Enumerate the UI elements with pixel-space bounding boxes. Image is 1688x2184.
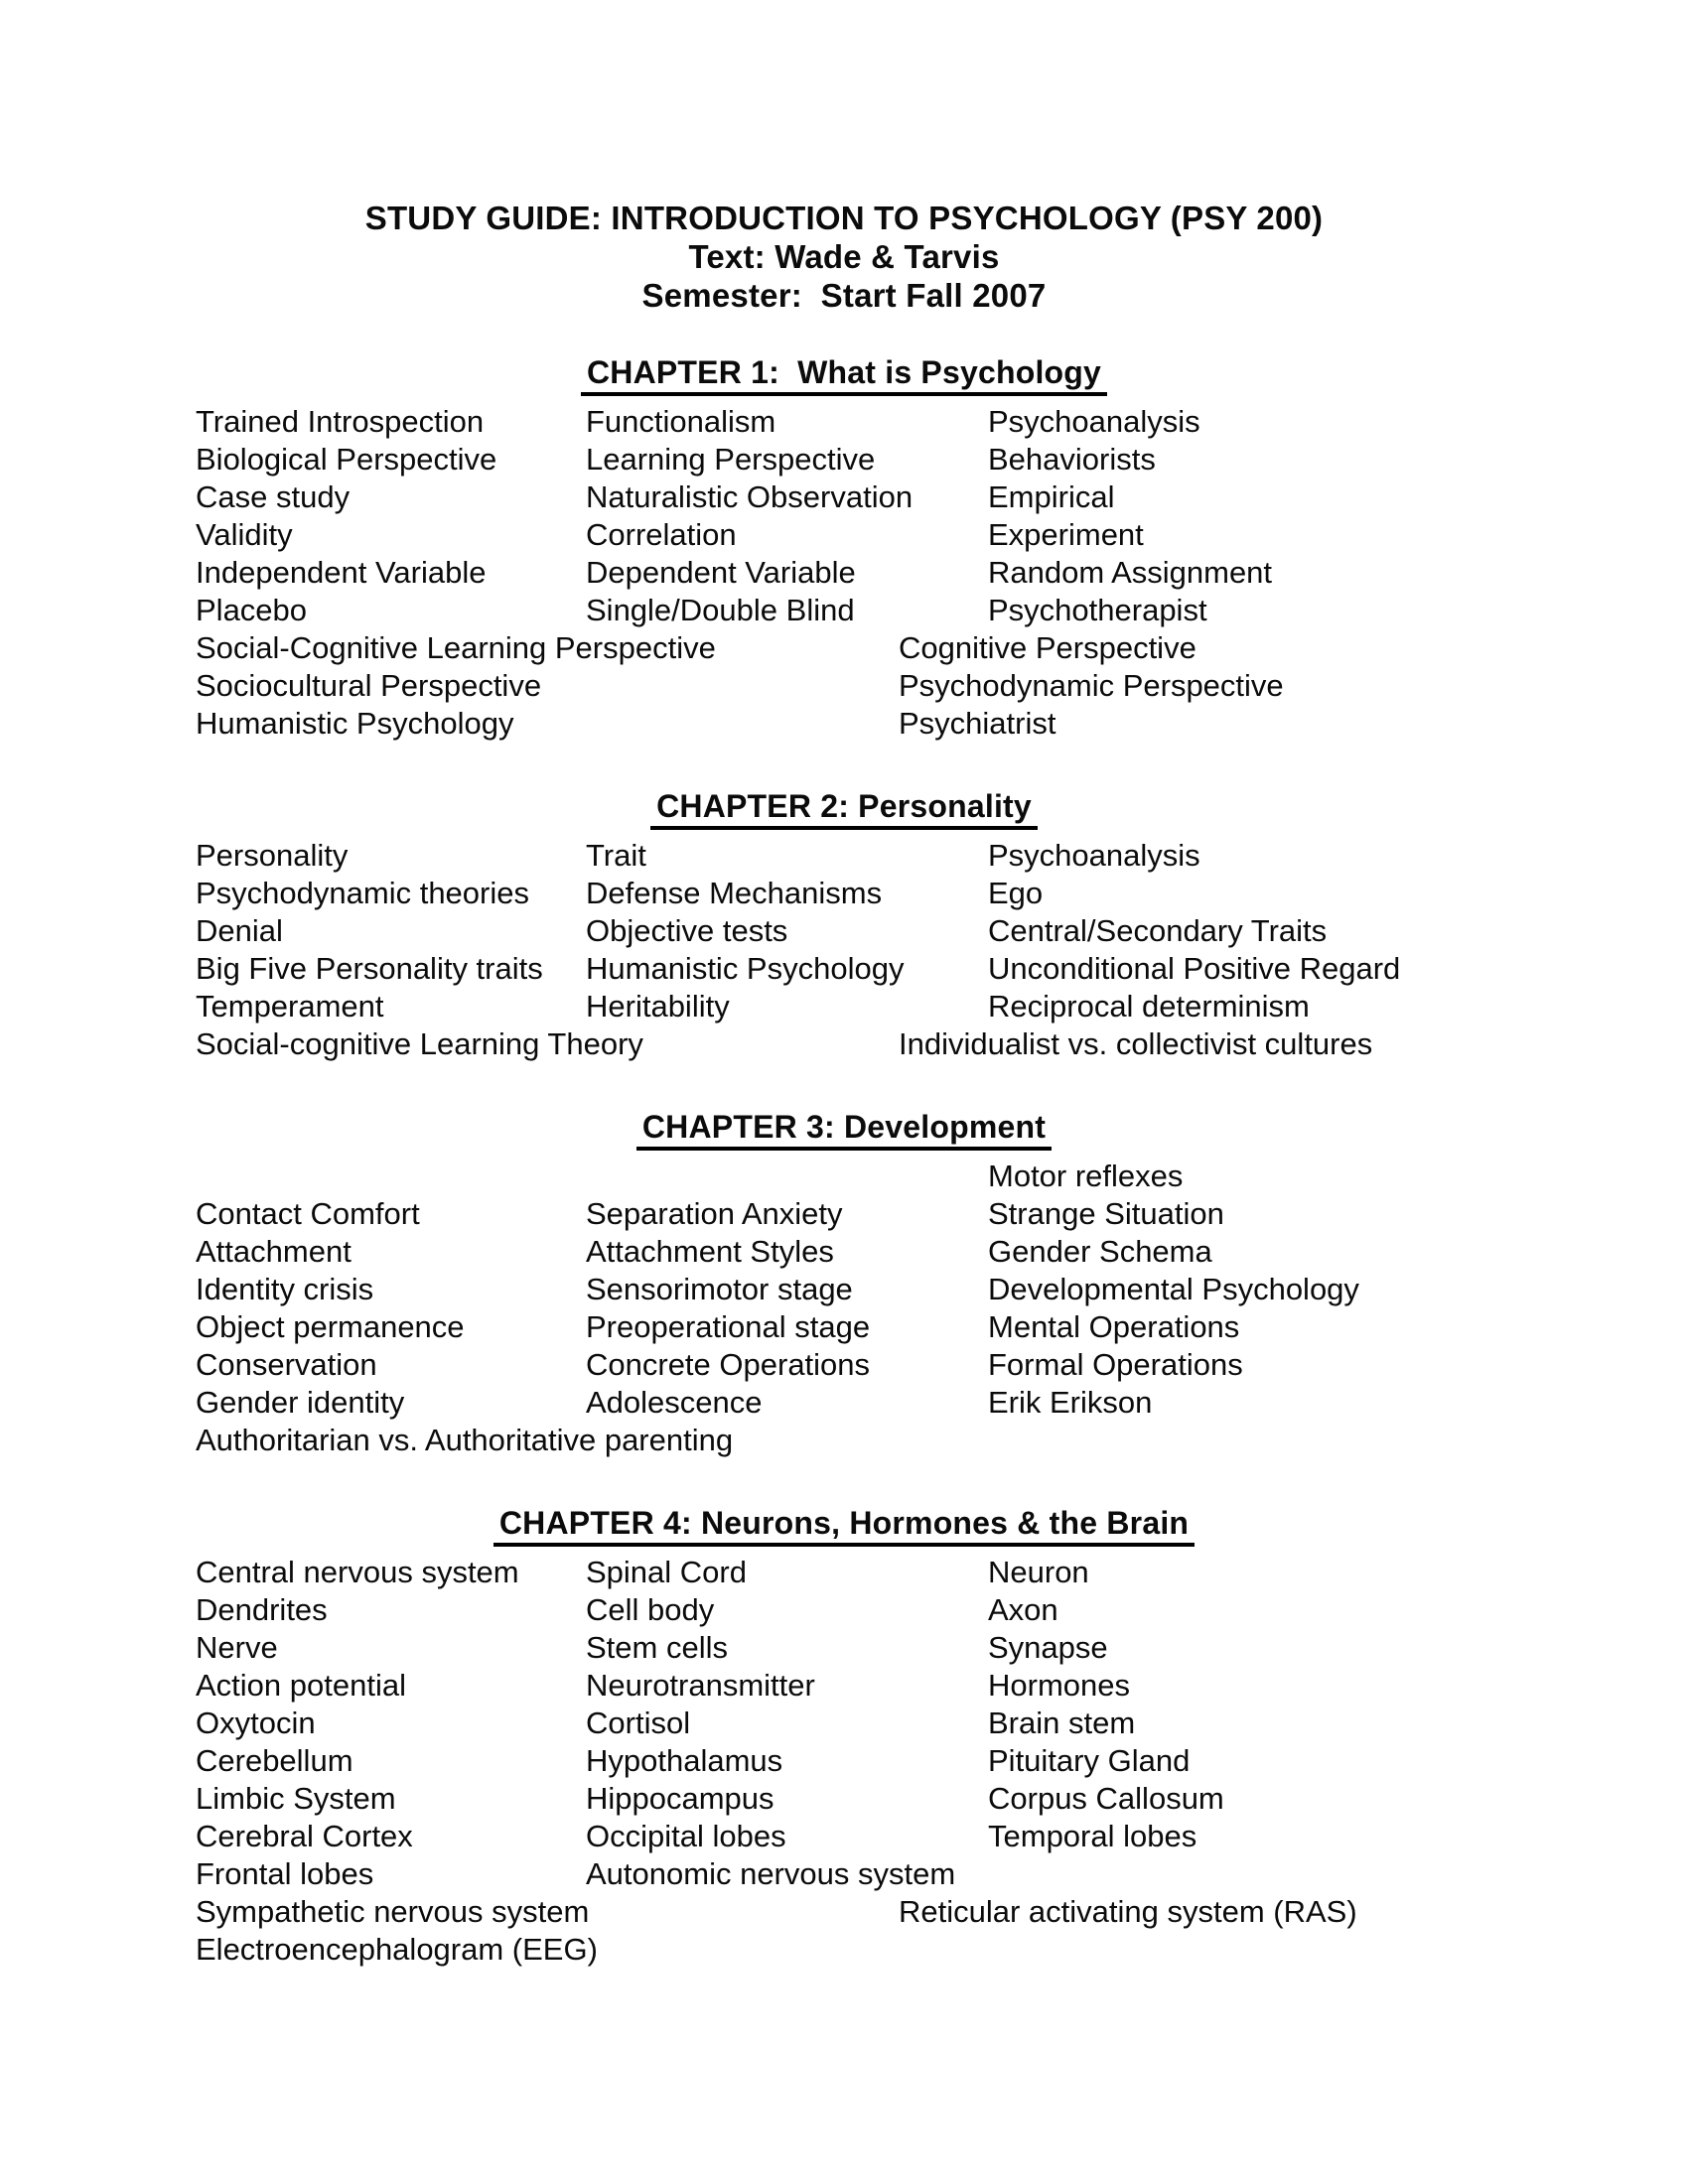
term: Central/Secondary Traits xyxy=(988,913,1328,948)
term: Social-cognitive Learning Theory xyxy=(196,1026,643,1061)
term: Cognitive Perspective xyxy=(899,630,1196,665)
term: Cerebral Cortex xyxy=(196,1819,413,1853)
term-row xyxy=(196,592,1688,629)
term: Action potential xyxy=(196,1668,406,1703)
term: Hypothalamus xyxy=(586,1743,783,1778)
term: Naturalistic Observation xyxy=(586,479,914,514)
chapter-2-term-list xyxy=(0,837,1688,1063)
chapter-3-term-list xyxy=(0,1158,1688,1459)
term-row xyxy=(196,1346,1688,1384)
term: Defense Mechanisms xyxy=(586,876,883,910)
term-row xyxy=(196,950,1688,988)
term-row xyxy=(196,1931,1688,1969)
term-row xyxy=(196,837,1688,875)
term: Erik Erikson xyxy=(988,1385,1153,1420)
term-row xyxy=(196,403,1688,441)
chapter-1-heading xyxy=(0,354,1688,396)
document-title-line-3: Semester: Start Fall 2007 xyxy=(641,277,1047,314)
term: Strange Situation xyxy=(988,1196,1224,1231)
term: Denial xyxy=(196,913,283,948)
term: Mental Operations xyxy=(988,1309,1240,1344)
term: Psychodynamic theories xyxy=(196,876,529,910)
term: Single/Double Blind xyxy=(586,593,855,627)
term: Psychotherapist xyxy=(988,593,1207,627)
term: Trait xyxy=(586,838,646,873)
term-row xyxy=(196,478,1688,516)
term-row xyxy=(196,441,1688,478)
term: Individualist vs. collectivist cultures xyxy=(899,1026,1373,1061)
term-row xyxy=(196,1780,1688,1818)
term: Psychiatrist xyxy=(899,706,1056,741)
term: Personality xyxy=(196,838,349,873)
term: Psychoanalysis xyxy=(988,838,1200,873)
chapter-1-term-list xyxy=(0,403,1688,743)
term: Experiment xyxy=(988,517,1144,552)
document-title-line-2: Text: Wade & Tarvis xyxy=(688,238,1000,275)
term: Psychodynamic Perspective xyxy=(899,668,1284,703)
chapter-4-term-list xyxy=(0,1554,1688,1969)
term: Hippocampus xyxy=(586,1781,774,1816)
term: Occipital lobes xyxy=(586,1819,786,1853)
term: Functionalism xyxy=(586,404,776,439)
term: Neuron xyxy=(988,1555,1089,1589)
term: Empirical xyxy=(988,479,1115,514)
chapter-3-heading-text: CHAPTER 3: Development xyxy=(636,1109,1052,1151)
term: Humanistic Psychology xyxy=(586,951,905,986)
term-row xyxy=(196,1195,1688,1233)
chapter-3-heading xyxy=(0,1109,1688,1151)
chapter-3-section xyxy=(0,1109,1688,1459)
chapter-2-heading-text: CHAPTER 2: Personality xyxy=(650,788,1038,830)
chapter-2-heading xyxy=(0,788,1688,830)
term-row xyxy=(196,1308,1688,1346)
term-row xyxy=(196,1893,1688,1931)
term-row xyxy=(196,988,1688,1025)
term: Identity crisis xyxy=(196,1272,374,1306)
term: Preoperational stage xyxy=(586,1309,871,1344)
term-row xyxy=(196,629,1688,667)
term: Gender Schema xyxy=(988,1234,1212,1269)
term: Reticular activating system (RAS) xyxy=(899,1894,1357,1929)
term: Behaviorists xyxy=(988,442,1156,477)
term-row xyxy=(196,1025,1688,1063)
term: Psychoanalysis xyxy=(988,404,1200,439)
term: Unconditional Positive Regard xyxy=(988,951,1401,986)
chapter-1-section xyxy=(0,354,1688,743)
term: Cortisol xyxy=(586,1706,691,1740)
document-title-line-1: STUDY GUIDE: INTRODUCTION TO PSYCHOLOGY (PSY 200) xyxy=(364,200,1324,236)
term-row xyxy=(196,667,1688,705)
term: Social-Cognitive Learning Perspective xyxy=(196,630,716,665)
term: Brain stem xyxy=(988,1706,1136,1740)
term: Attachment Styles xyxy=(586,1234,834,1269)
term: Separation Anxiety xyxy=(586,1196,843,1231)
term-row xyxy=(196,912,1688,950)
term-row xyxy=(196,875,1688,912)
term: Contact Comfort xyxy=(196,1196,420,1231)
term: Dendrites xyxy=(196,1592,328,1627)
term-row xyxy=(196,1554,1688,1591)
term: Hormones xyxy=(988,1668,1130,1703)
term: Cerebellum xyxy=(196,1743,353,1778)
term-row xyxy=(196,1855,1688,1893)
term-row xyxy=(196,1422,1688,1459)
term: Pituitary Gland xyxy=(988,1743,1191,1778)
chapter-1-heading-text: CHAPTER 1: What is Psychology xyxy=(581,354,1107,396)
term-row xyxy=(196,516,1688,554)
term: Attachment xyxy=(196,1234,352,1269)
term: Developmental Psychology xyxy=(988,1272,1359,1306)
chapter-4-heading-text: CHAPTER 4: Neurons, Hormones & the Brain xyxy=(493,1505,1195,1547)
term: Gender identity xyxy=(196,1385,405,1420)
term-row xyxy=(196,1629,1688,1667)
term-row xyxy=(196,554,1688,592)
term: Formal Operations xyxy=(988,1347,1243,1382)
term-row xyxy=(196,1818,1688,1855)
term-row xyxy=(196,1667,1688,1705)
term: Placebo xyxy=(196,593,308,627)
term: Cell body xyxy=(586,1592,715,1627)
term: Sensorimotor stage xyxy=(586,1272,853,1306)
term: Oxytocin xyxy=(196,1706,316,1740)
term: Corpus Callosum xyxy=(988,1781,1224,1816)
chapter-4-heading xyxy=(0,1505,1688,1547)
term: Object permanence xyxy=(196,1309,465,1344)
term: Temporal lobes xyxy=(988,1819,1197,1853)
term: Dependent Variable xyxy=(586,555,856,590)
term: Reciprocal determinism xyxy=(988,989,1310,1024)
term: Big Five Personality traits xyxy=(196,951,543,986)
term: Validity xyxy=(196,517,293,552)
term: Objective tests xyxy=(586,913,788,948)
term-row xyxy=(196,1591,1688,1629)
term: Sociocultural Perspective xyxy=(196,668,542,703)
term: Case study xyxy=(196,479,351,514)
term: Nerve xyxy=(196,1630,278,1665)
term-row xyxy=(196,705,1688,743)
term: Independent Variable xyxy=(196,555,487,590)
term-row xyxy=(196,1742,1688,1780)
term-row xyxy=(196,1158,1688,1195)
term-row xyxy=(196,1705,1688,1742)
term: Central nervous system xyxy=(196,1555,519,1589)
term: Synapse xyxy=(988,1630,1108,1665)
term: Temperament xyxy=(196,989,384,1024)
term: Limbic System xyxy=(196,1781,396,1816)
term: Random Assignment xyxy=(988,555,1273,590)
term: Trained Introspection xyxy=(196,404,485,439)
term: Adolescence xyxy=(586,1385,763,1420)
term-row xyxy=(196,1384,1688,1422)
term: Humanistic Psychology xyxy=(196,706,514,741)
chapter-4-section xyxy=(0,1505,1688,1969)
term-row xyxy=(196,1233,1688,1271)
term: Authoritarian vs. Authoritative parenting xyxy=(196,1423,734,1457)
term: Electroencephalogram (EEG) xyxy=(196,1932,598,1967)
term: Axon xyxy=(988,1592,1058,1627)
term: Autonomic nervous system xyxy=(586,1856,956,1891)
term: Neurotransmitter xyxy=(586,1668,815,1703)
term: Learning Perspective xyxy=(586,442,876,477)
term: Stem cells xyxy=(586,1630,728,1665)
term: Motor reflexes xyxy=(988,1159,1184,1193)
term: Concrete Operations xyxy=(586,1347,871,1382)
term-row xyxy=(196,1271,1688,1308)
term: Correlation xyxy=(586,517,737,552)
chapter-2-section xyxy=(0,788,1688,1063)
term: Conservation xyxy=(196,1347,377,1382)
term: Heritability xyxy=(586,989,730,1024)
term: Ego xyxy=(988,876,1044,910)
document-title-block xyxy=(0,199,1688,315)
term: Sympathetic nervous system xyxy=(196,1894,590,1929)
term: Frontal lobes xyxy=(196,1856,374,1891)
term: Spinal Cord xyxy=(586,1555,747,1589)
term: Biological Perspective xyxy=(196,442,497,477)
